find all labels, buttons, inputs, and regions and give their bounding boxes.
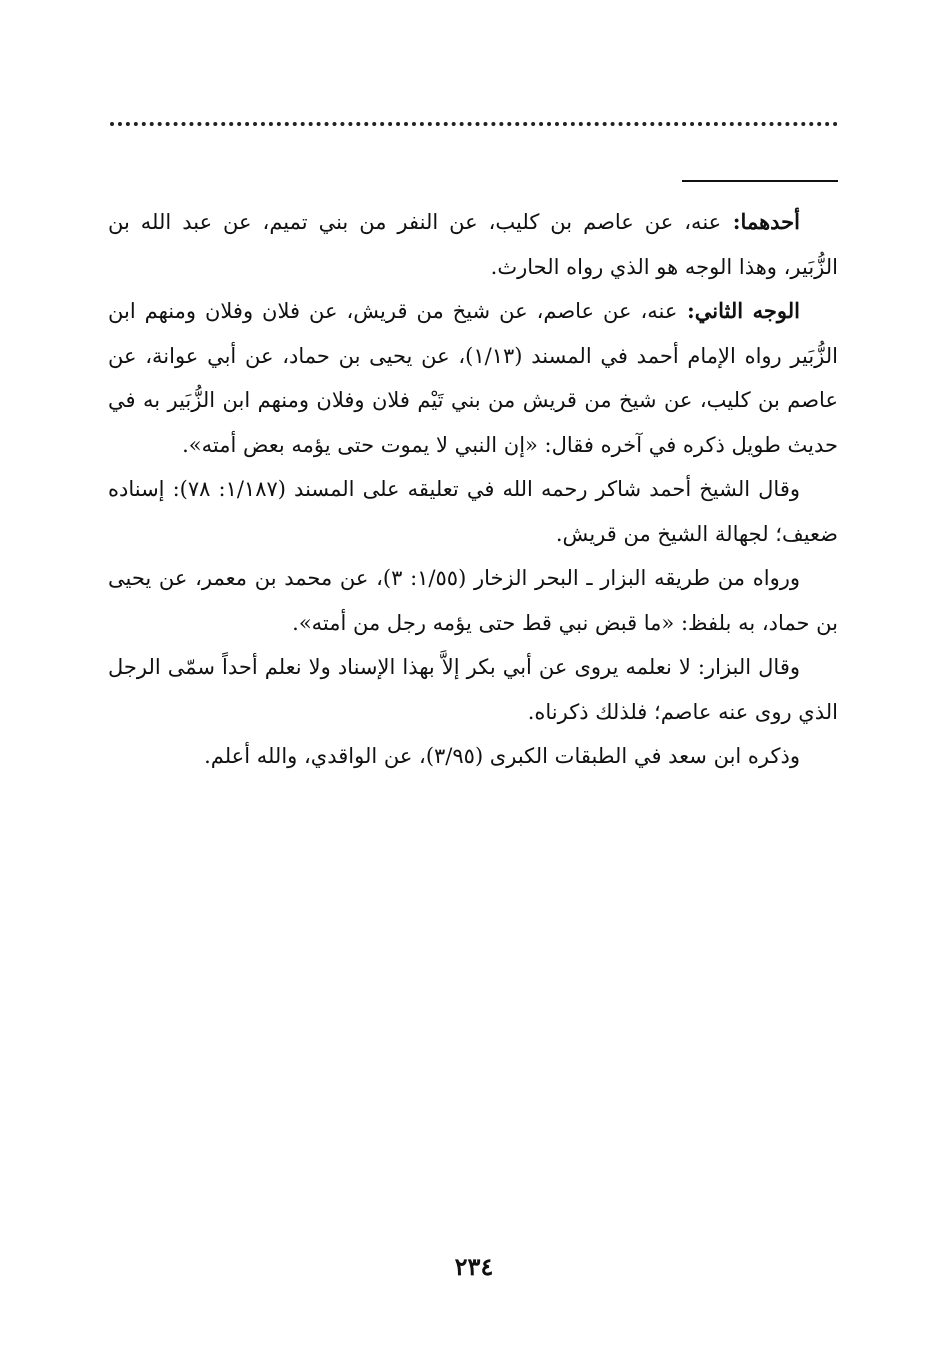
paragraph-text: وذكره ابن سعد في الطبقات الكبرى (٣/٩٥)، عن الواقدي، والله أعلم. — [204, 744, 800, 768]
paragraph-text: وقال البزار: لا نعلمه يروى عن أبي بكر إلاَّ بهذا الإسناد ولا نعلم أحداً سمّى الرجل الذي روى عنه عاصم؛ فلذلك ذكرناه. — [108, 655, 838, 724]
dotted-separator — [110, 122, 838, 126]
paragraph-4 — [108, 556, 838, 645]
paragraph-6 — [108, 734, 838, 779]
footnote-text — [108, 200, 838, 779]
page-number: ٢٣٤ — [454, 1252, 494, 1281]
paragraph-2 — [108, 289, 838, 467]
paragraph-lead: أحدهما: — [721, 209, 800, 234]
paragraph-text: عنه، عن عاصم، عن شيخ من قريش، عن فلان وفلان ومنهم ابن الزُّبَير رواه الإمام أحمد في المسند (١/١٣)، عن يحيى بن حماد، عن أبي عوانة، عن عاصم بن كليب، عن شيخ من قريش من بني تَيْم فلان وفلان ومنهم ابن الزُّبَير به في حديث طويل ذكره في آخره فقال: «إن النبي لا يموت حتى يؤمه بعض أمته». — [108, 299, 839, 457]
paragraph-lead: الوجه الثاني: — [677, 298, 800, 323]
paragraph-text: وقال الشيخ أحمد شاكر رحمه الله في تعليقه على المسند (١/١٨٧: ٧٨): إسناده ضعيف؛ لجهالة الشيخ من قريش. — [108, 477, 838, 546]
paragraph-1 — [108, 200, 838, 289]
paragraph-3 — [108, 467, 838, 556]
paragraph-5 — [108, 645, 838, 734]
footnote-separator — [682, 180, 838, 182]
paragraph-text: ورواه من طريقه البزار ـ البحر الزخار (١/٥٥: ٣)، عن محمد بن معمر، عن يحيى بن حماد، به بلفظ: «ما قبض نبي قط حتى يؤمه رجل من أمته». — [108, 566, 838, 635]
paragraph-text: عنه، عن عاصم بن كليب، عن النفر من بني تميم، عن عبد الله بن الزُّبَير، وهذا الوجه هو الذي رواه الحارث. — [108, 210, 838, 279]
